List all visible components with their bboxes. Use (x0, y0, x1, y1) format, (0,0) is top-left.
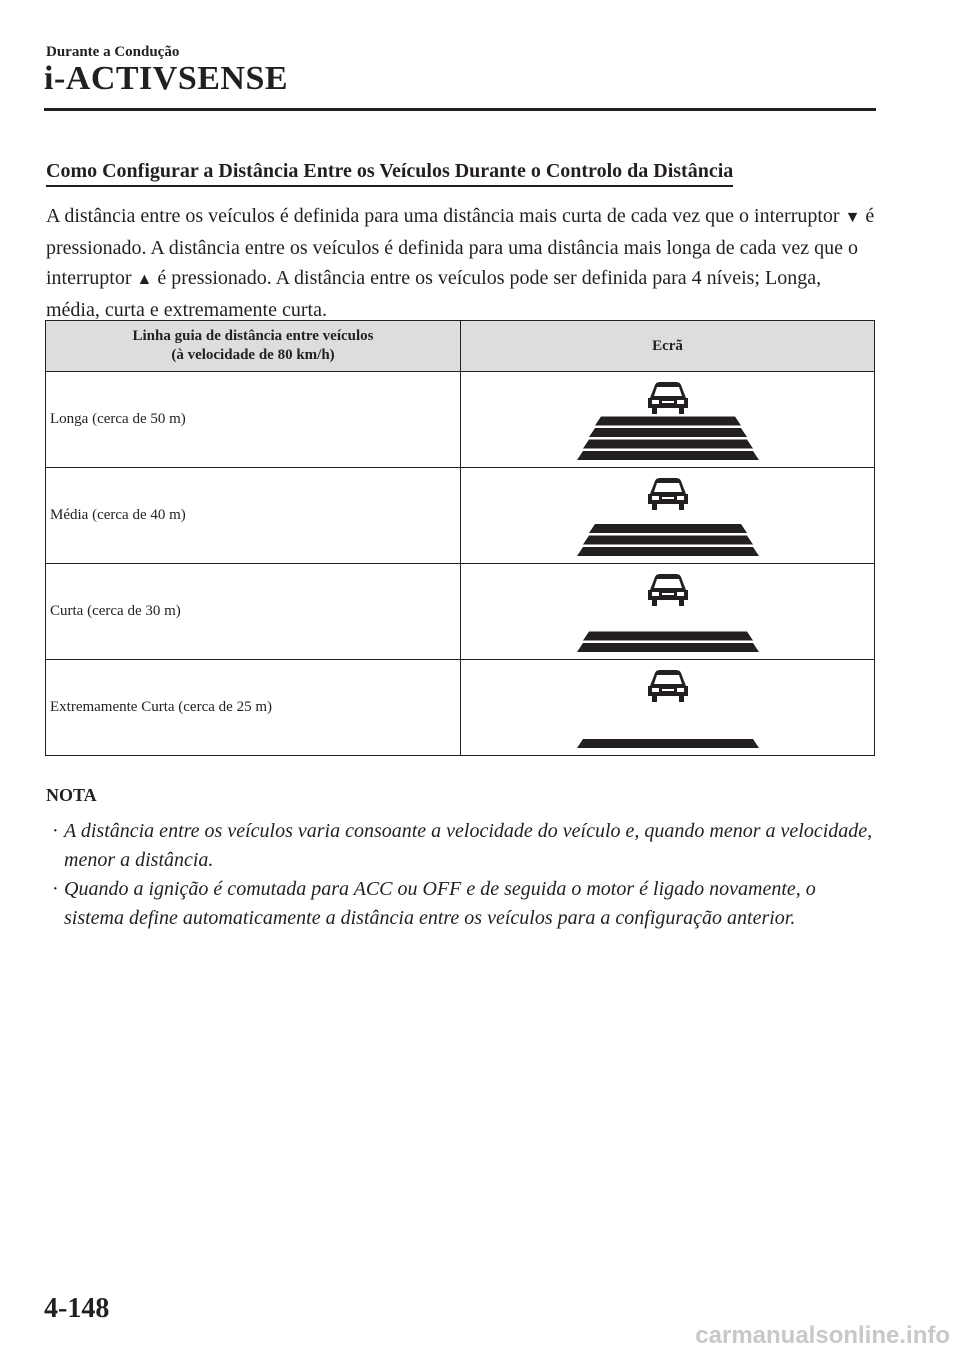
list-item (48, 875, 878, 933)
subheading: Como Configurar a Distância Entre os Veículos Durante o Controlo da Distância (46, 160, 733, 187)
distance-gap-icon (573, 474, 763, 558)
row-label: Média (cerca de 40 m) (46, 468, 461, 564)
row-display (461, 564, 875, 660)
car-front-icon (648, 574, 688, 606)
distance-bar-icon (595, 416, 741, 425)
header-guideline-line1: Linha guia de distância entre veículos (132, 328, 374, 344)
table-header-row (46, 321, 875, 372)
distance-bar-icon (577, 643, 759, 652)
distance-bar-icon (577, 451, 759, 460)
table-row (46, 564, 875, 660)
distance-bar-icon (577, 739, 759, 748)
nota-list (48, 817, 878, 933)
header-display: Ecrã (461, 321, 875, 372)
distance-bar-icon (589, 524, 747, 533)
bullet-icon: · (52, 878, 59, 900)
row-display (461, 468, 875, 564)
row-label: Longa (cerca de 50 m) (46, 372, 461, 468)
distance-bar-icon (577, 547, 759, 556)
paragraph-part3: é pressionado. A distância entre os veículos pode ser definida para 4 níveis; Longa, média, curta e extremamente curta. (46, 267, 822, 321)
car-front-icon (648, 478, 688, 510)
distance-bar-icon (583, 631, 753, 640)
chapter-title: i-ACTIVSENSE (44, 60, 289, 97)
row-label: Extremamente Curta (cerca de 25 m) (46, 660, 461, 756)
body-paragraph (46, 201, 876, 325)
section-label: Durante a Condução (46, 44, 180, 60)
row-display (461, 660, 875, 756)
watermark: carmanualsonline.info (695, 1322, 950, 1349)
nota-text: Quando a ignição é comutada para ACC ou OFF e de seguida o motor é ligado novamente, o sistema define automaticamente a distância entre os veículos para a configuração anterior. (64, 878, 816, 929)
paragraph-part2: é pressionado. A distância entre os veículos é definida para uma distância mais longa de cada vez que o interruptor (46, 205, 875, 289)
distance-gap-icon (573, 378, 763, 462)
car-front-icon (648, 670, 688, 702)
distance-bar-icon (583, 535, 753, 544)
table-row (46, 660, 875, 756)
distance-gap-icon (573, 570, 763, 654)
bullet-icon: · (52, 820, 59, 842)
nota-text: A distância entre os veículos varia consoante a velocidade do veículo e, quando menor a velocidade, menor a distância. (64, 820, 873, 871)
distance-gap-icon (573, 666, 763, 750)
row-display (461, 372, 875, 468)
header-rule (44, 108, 876, 111)
row-label: Curta (cerca de 30 m) (46, 564, 461, 660)
distance-bar-icon (583, 439, 753, 448)
header-guideline-line2: (à velocidade de 80 km/h) (171, 347, 335, 363)
paragraph-part1: A distância entre os veículos é definida para uma distância mais curta de cada vez que o interruptor (46, 205, 845, 227)
list-item (48, 817, 878, 875)
up-triangle-icon: ▲ (136, 271, 153, 288)
nota-title: NOTA (46, 785, 97, 805)
table-row (46, 468, 875, 564)
header-guideline (46, 321, 461, 372)
distance-table (45, 320, 875, 756)
page-number: 4-148 (44, 1293, 110, 1324)
distance-bar-icon (589, 428, 747, 437)
car-front-icon (648, 382, 688, 414)
table-row (46, 372, 875, 468)
down-triangle-icon: ▼ (844, 209, 861, 226)
